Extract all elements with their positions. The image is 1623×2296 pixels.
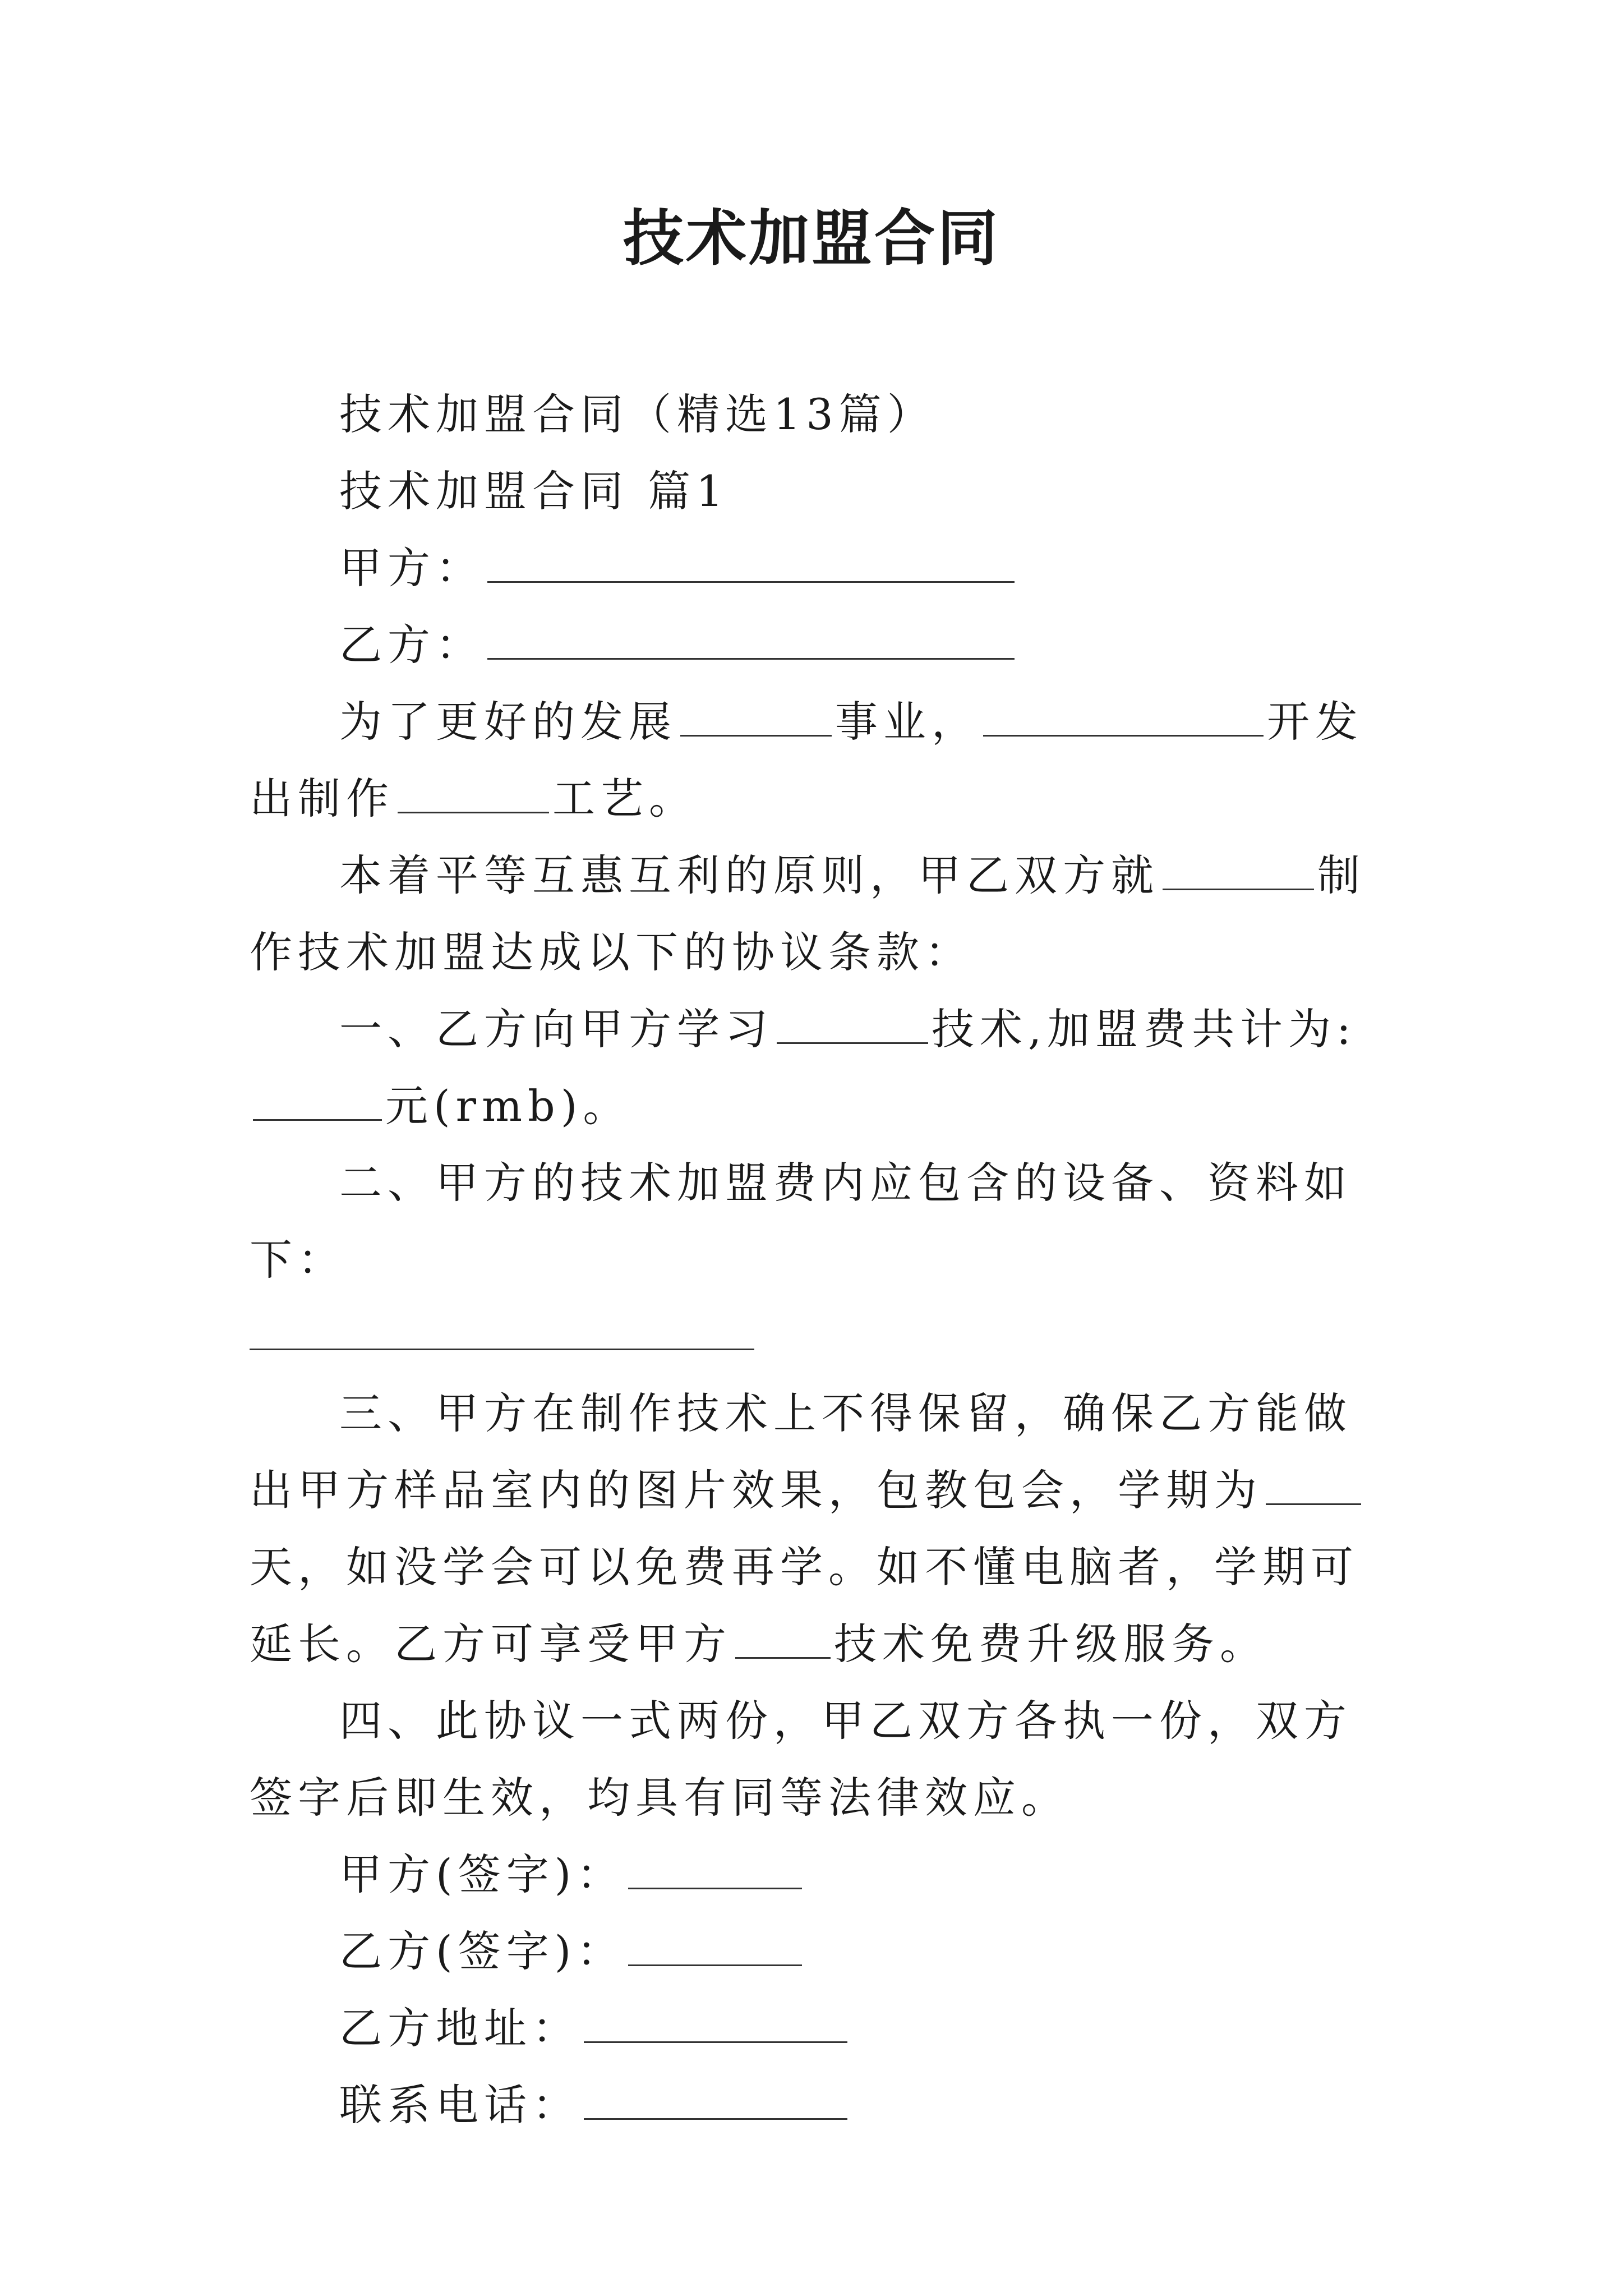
signature-party-b-blank bbox=[628, 1931, 802, 1966]
party-a-line bbox=[250, 530, 1388, 606]
party-b-address bbox=[250, 1990, 1388, 2067]
signature-party-b-label: 乙方(签字)： bbox=[339, 1926, 625, 1976]
intro-blank-3 bbox=[398, 778, 549, 813]
principle-paragraph bbox=[250, 837, 1388, 991]
party-a-blank bbox=[487, 547, 1015, 583]
clause-1-blank-2 bbox=[253, 1085, 382, 1121]
clause-3-text-2: 天，如没学会可以免费再学。如不懂电脑者，学期可延长。乙方可享受甲方 bbox=[250, 1542, 1359, 1669]
party-b-label: 乙方： bbox=[339, 620, 484, 670]
party-b-address-label: 乙方地址： bbox=[339, 2003, 580, 2053]
clause-2: 二、甲方的技术加盟费内应包含的设备、资料如下： bbox=[250, 1158, 1352, 1285]
intro-blank-2 bbox=[983, 701, 1264, 737]
party-a-label: 甲方： bbox=[339, 543, 484, 593]
clause-3-blank-1 bbox=[1266, 1470, 1361, 1505]
clause-1 bbox=[250, 991, 1388, 1144]
signature-party-a-blank bbox=[628, 1854, 802, 1889]
subtitle: 技术加盟合同（精选13篇） bbox=[339, 389, 935, 439]
document-body bbox=[250, 376, 1388, 2143]
section-heading: 技术加盟合同 篇1 bbox=[339, 466, 729, 516]
intro-paragraph bbox=[250, 683, 1388, 837]
clause-4: 四、此协议一式两份，甲乙双方各执一份，双方签字后即生效，均具有同等法律效应。 bbox=[250, 1696, 1352, 1823]
clause-1-text-3: 元(rmb)。 bbox=[385, 1081, 631, 1131]
party-b-line bbox=[250, 606, 1388, 683]
principle-text-1: 本着平等互惠互利的原则，甲乙双方就 bbox=[339, 850, 1159, 900]
contact-phone bbox=[250, 2067, 1388, 2143]
clause-3-blank-2 bbox=[735, 1623, 831, 1659]
principle-text-2: 制作技术加盟达成以下的协议条款： bbox=[250, 850, 1366, 977]
clause-3-text-3: 技术免费升级服务。 bbox=[834, 1619, 1268, 1669]
party-b-blank bbox=[487, 624, 1015, 660]
signature-party-b bbox=[250, 1913, 1388, 1990]
principle-blank bbox=[1163, 855, 1314, 890]
clause-3-text-1: 三、甲方在制作技术上不得保留，确保乙方能做出甲方样品室内的图片效果，包教包会，学期为 bbox=[250, 1388, 1352, 1515]
intro-text-4: 工艺。 bbox=[552, 774, 697, 823]
equipment-list-blank bbox=[250, 1315, 754, 1350]
party-b-address-blank bbox=[584, 2008, 847, 2043]
intro-text-1: 为了更好的发展 bbox=[339, 697, 677, 747]
contact-phone-label: 联系电话： bbox=[339, 2080, 580, 2130]
intro-text-3: 开发出制作 bbox=[250, 697, 1363, 823]
contact-phone-blank bbox=[584, 2085, 847, 2120]
clause-2-blank-line bbox=[250, 1298, 1388, 1375]
document-title: 技术加盟合同 bbox=[623, 203, 1000, 274]
signature-party-a-label: 甲方(签字)： bbox=[339, 1849, 625, 1899]
clause-3 bbox=[250, 1375, 1388, 1682]
clause-1-blank-1 bbox=[777, 1009, 928, 1044]
intro-blank-1 bbox=[680, 701, 832, 737]
clause-1-text-2: 技术,加盟费共计为: bbox=[932, 1004, 1357, 1054]
signature-party-a bbox=[250, 1836, 1388, 1913]
clause-1-text-1: 一、乙方向甲方学习 bbox=[339, 1004, 773, 1054]
intro-text-2: 事业， bbox=[835, 697, 980, 747]
